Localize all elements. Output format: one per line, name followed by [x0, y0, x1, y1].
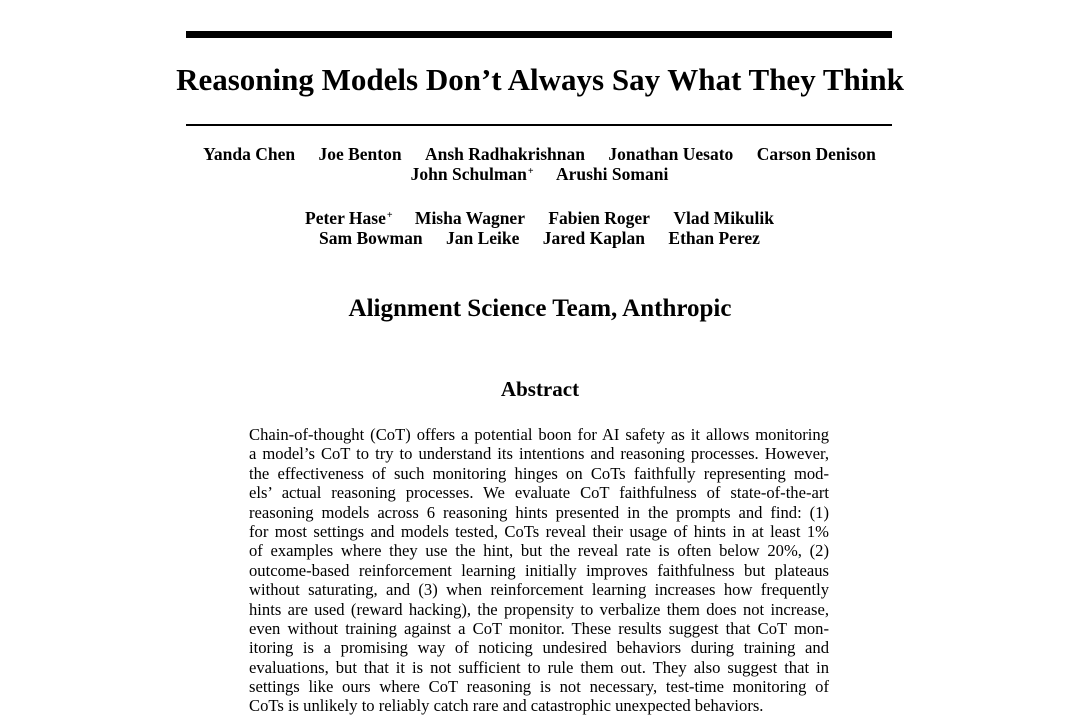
abstract-line: even without training against a CoT monitor. These results suggest that CoT mon- [249, 618, 829, 638]
abstract-heading: Abstract [500, 377, 580, 401]
abstract-line: els’ actual reasoning processes. We evaluate CoT faithfulness of state-of-the-art [249, 483, 829, 503]
title-top-rule [186, 31, 892, 38]
author-line [140, 144, 940, 164]
abstract-line: hints are used (reward hacking), the propensity to verbalize them does not increase, [249, 599, 829, 619]
abstract-line: settings like ours where CoT reasoning is not necessary, test-time monitoring of [249, 677, 829, 697]
abstract-line: a model’s CoT to try to understand its intentions and reasoning processes. However, [249, 444, 829, 464]
abstract-line: evaluations, but that it is not sufficient to rule them out. They also suggest that in [249, 657, 829, 677]
author-name: Ansh Radhakrishnan [424, 144, 585, 164]
author-name: Arushi Somani [555, 164, 669, 184]
abstract-line: Chain-of-thought (CoT) offers a potential boon for AI safety as it allows monitoring [249, 425, 829, 444]
author-name: Ethan Perez [668, 228, 760, 248]
author-name: Joe Benton [318, 144, 402, 164]
abstract-line: the effectiveness of such monitoring hinges on CoTs faithfully representing mod- [249, 463, 829, 483]
abstract-line: CoTs is unlikely to reliably catch rare and catastrophic unexpected behaviors. [249, 696, 764, 716]
abstract-line: without saturating, and (3) when reinforcement learning increases how frequently [249, 580, 829, 600]
author-group-1 [140, 144, 940, 184]
author-name: Carson Denison [756, 144, 876, 164]
abstract-line: itoring is a promising way of noticing undesired behaviors during training and [249, 638, 829, 658]
title-bottom-rule [186, 124, 892, 126]
author-name: Misha Wagner [414, 208, 525, 228]
author-name: Peter Hase+ [305, 208, 393, 228]
author-name: Jonathan Uesato [608, 144, 734, 164]
author-name: Jan Leike [445, 228, 520, 248]
paper-title: Reasoning Models Don’t Always Say What They Think [176, 62, 904, 97]
author-line [140, 208, 940, 228]
author-name: Sam Bowman [319, 228, 423, 248]
abstract-line: for most settings and models tested, CoTs reveal their usage of hints in at least 1% [249, 521, 829, 541]
author-name: Yanda Chen [203, 144, 296, 164]
author-line [140, 164, 940, 184]
author-name: Fabien Roger [548, 208, 650, 228]
abstract-line: of examples where they use the hint, but the reveal rate is often below 20%, (2) [249, 541, 829, 561]
author-group-2 [140, 208, 940, 248]
abstract-line: outcome-based reinforcement learning initially improves faithfulness but plateaus [249, 560, 829, 580]
abstract-body [249, 425, 829, 716]
author-name: Jared Kaplan [542, 228, 646, 248]
abstract-line: reasoning models across 6 reasoning hints presented in the prompts and find: (1) [249, 502, 829, 522]
author-line [140, 228, 940, 248]
author-name: Vlad Mikulik [673, 208, 774, 228]
affiliation: Alignment Science Team, Anthropic [348, 295, 732, 322]
author-name: John Schulman+ [410, 164, 534, 184]
